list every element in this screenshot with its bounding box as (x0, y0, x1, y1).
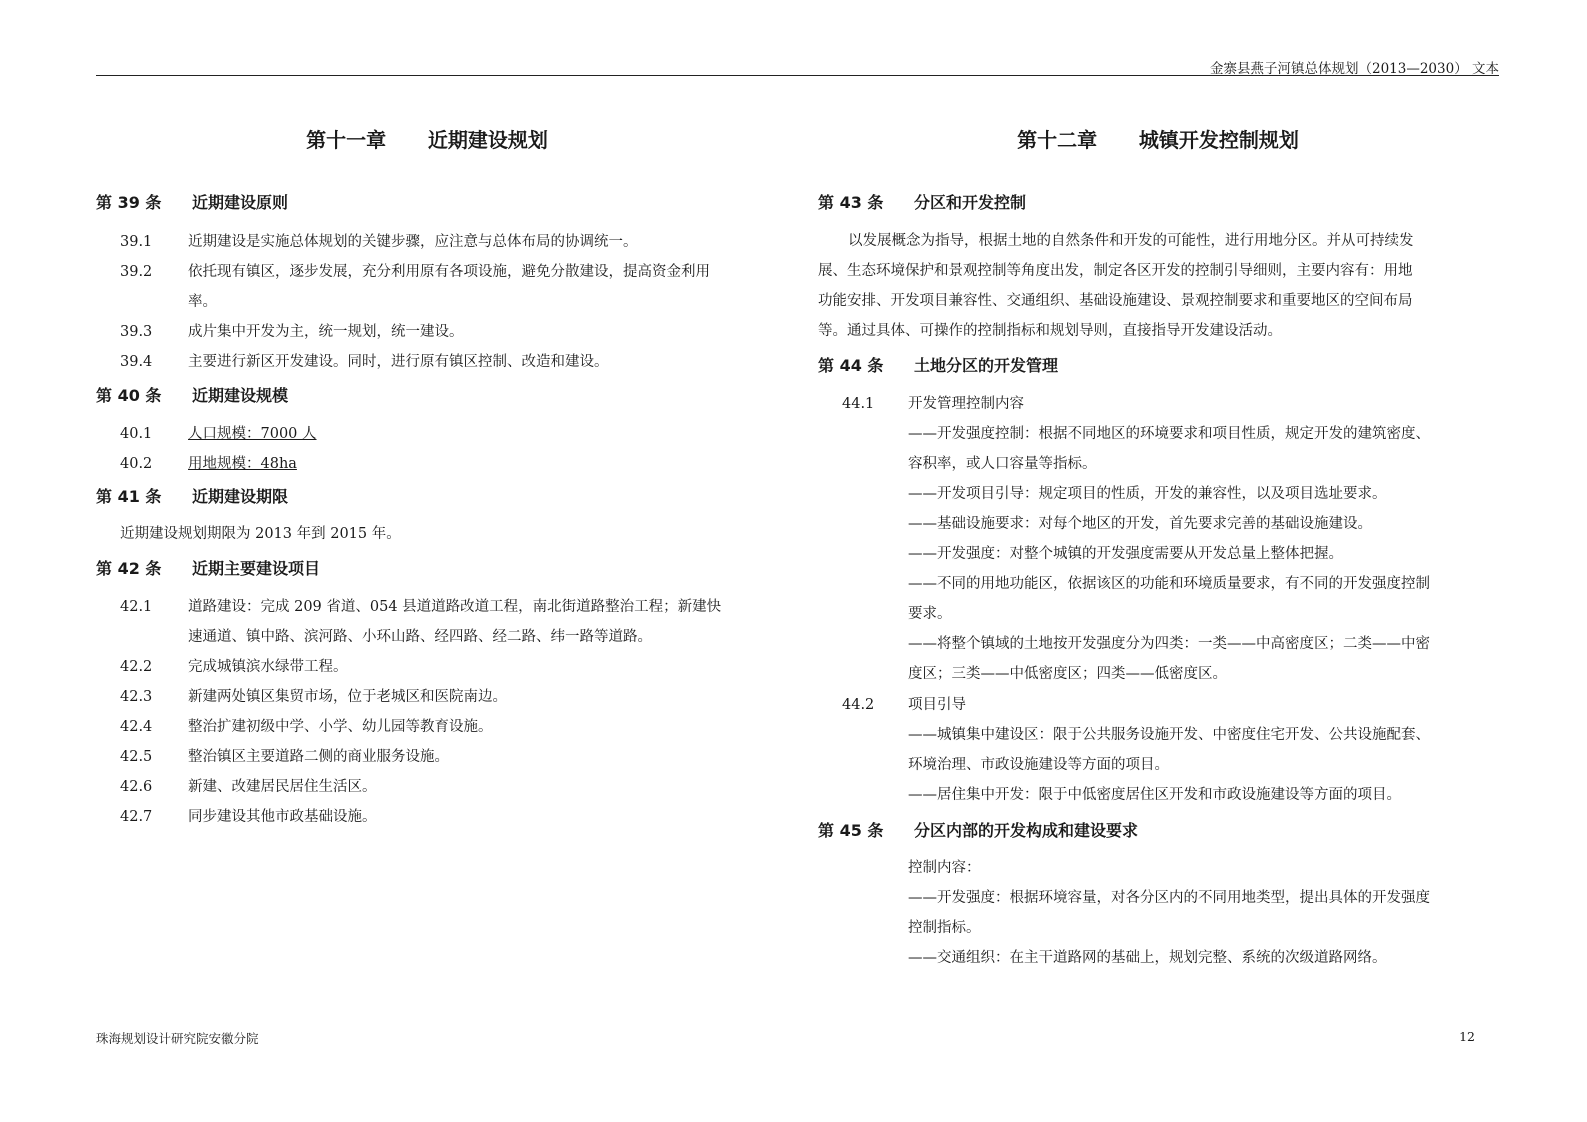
clause-text: 速通道、镇中路、滨河路、小环山路、经四路、经二路、纬一路等道路。 (188, 629, 652, 645)
clause-44-2 (842, 690, 1430, 810)
paragraph-line: ——交通组织：在主干道路网的基础上，规划完整、系统的次级道路网络。 (908, 950, 1387, 966)
clause-text: 主要进行新区开发建设。同时，进行原有镇区控制、改造和建设。 (188, 354, 609, 370)
article-title: 分区内部的开发构成和建设要求 (914, 821, 1139, 840)
clause-number: 42.4 (120, 719, 153, 735)
clause-number: 44.2 (842, 697, 875, 713)
clause-42-7 (120, 802, 377, 832)
clause-text: 完成城镇滨水绿带工程。 (188, 659, 348, 675)
article-45-text (908, 853, 1430, 973)
clause-number: 42.1 (120, 599, 153, 615)
clause-number: 39.3 (120, 324, 153, 340)
clause-number: 42.7 (120, 809, 153, 825)
article-title: 近期建设期限 (192, 487, 289, 506)
chapter-12-title: 第十二章 城镇开发控制规划 (1017, 128, 1299, 152)
article-number: 第 43 条 (818, 193, 884, 212)
footer-organization: 珠海规划设计研究院安徽分院 (96, 1031, 259, 1046)
clause-number: 40.2 (120, 456, 153, 472)
paragraph-line: 展、生态环境保护和景观控制等角度出发，制定各区开发的控制引导细则，主要内容有：用地 (818, 263, 1413, 279)
clause-number: 44.1 (842, 396, 875, 412)
clause-44-1 (842, 389, 1430, 689)
clause-42-6 (120, 772, 377, 802)
clause-text: 整治扩建初级中学、小学、幼儿园等教育设施。 (188, 719, 493, 735)
clause-text: 环境治理、市政设施建设等方面的项目。 (908, 757, 1169, 773)
clause-42-5 (120, 742, 449, 772)
paragraph-line: 功能安排、开发项目兼容性、交通组织、基础设施建设、景观控制要求和重要地区的空间布局 (818, 293, 1413, 309)
clause-text: ——居住集中开发：限于中低密度居住区开发和市政设施建设等方面的项目。 (908, 787, 1401, 803)
header-rule (96, 75, 1499, 76)
clause-text: ——基础设施要求：对每个地区的开发，首先要求完善的基础设施建设。 (908, 516, 1372, 532)
article-42-heading (96, 556, 320, 579)
clause-text: 项目引导 (908, 697, 966, 713)
clause-text: 道路建设：完成 209 省道、054 县道道路改道工程，南北街道路整治工程；新建快 (188, 599, 722, 615)
article-title: 近期主要建设项目 (192, 559, 321, 578)
chapter-11-title: 第十一章 近期建设规划 (306, 128, 548, 152)
document-header-title: 金寨县燕子河镇总体规划（2013—2030） 文本 (1209, 61, 1499, 77)
paragraph-line: 控制内容： (908, 860, 981, 876)
clause-text: ——开发强度：对整个城镇的开发强度需要从开发总量上整体把握。 (908, 546, 1343, 562)
paragraph-line: 近期建设规划期限为 2013 年到 2015 年。 (120, 526, 401, 542)
clause-text: 依托现有镇区，逐步发展，充分利用原有各项设施，避免分散建设，提高资金利用 (188, 264, 710, 280)
article-number: 第 40 条 (96, 386, 162, 405)
clause-text: 新建两处镇区集贸市场，位于老城区和医院南边。 (188, 689, 507, 705)
clause-number: 42.5 (120, 749, 153, 765)
clause-number: 39.4 (120, 354, 153, 370)
clause-number: 39.2 (120, 264, 153, 280)
clause-39-1 (120, 227, 638, 257)
clause-39-3 (120, 317, 464, 347)
clause-text: 容积率，或人口容量等指标。 (908, 456, 1097, 472)
clause-text: 要求。 (908, 606, 952, 622)
clause-text: ——开发强度控制：根据不同地区的环境要求和项目性质，规定开发的建筑密度、 (908, 426, 1430, 442)
article-title: 近期建设原则 (192, 193, 289, 212)
paragraph-line: ——开发强度：根据环境容量，对各分区内的不同用地类型，提出具体的开发强度 (908, 890, 1430, 906)
article-43-text (818, 226, 1414, 346)
paragraph-line: 以发展概念为指导，根据土地的自然条件和开发的可能性，进行用地分区。并从可持续发 (848, 233, 1414, 249)
article-title: 分区和开发控制 (914, 193, 1027, 212)
clause-text: 用地规模：48ha (188, 456, 297, 472)
clause-text: ——不同的用地功能区，依据该区的功能和环境质量要求，有不同的开发强度控制 (908, 576, 1430, 592)
clause-42-2 (120, 652, 348, 682)
clause-text: 成片集中开发为主，统一规划，统一建设。 (188, 324, 464, 340)
clause-text: 同步建设其他市政基础设施。 (188, 809, 377, 825)
article-title: 土地分区的开发管理 (914, 356, 1059, 375)
clause-number: 42.3 (120, 689, 153, 705)
clause-40-2 (120, 449, 297, 479)
clause-number: 42.6 (120, 779, 153, 795)
clause-number: 42.2 (120, 659, 153, 675)
article-number: 第 42 条 (96, 559, 162, 578)
article-41-text (120, 519, 401, 549)
footer-page-number: 12 (1459, 1029, 1475, 1044)
clause-39-4 (120, 347, 609, 377)
clause-text: 整治镇区主要道路二侧的商业服务设施。 (188, 749, 449, 765)
clause-42-4 (120, 712, 493, 742)
article-40-heading (96, 383, 288, 406)
article-number: 第 44 条 (818, 356, 884, 375)
clause-text: 度区；三类——中低密度区；四类——低密度区。 (908, 666, 1227, 682)
clause-number: 39.1 (120, 234, 153, 250)
article-43-heading (818, 190, 1026, 213)
clause-text: 人口规模：7000 人 (188, 426, 317, 442)
paragraph-line: 等。通过具体、可操作的控制指标和规划导则，直接指导开发建设活动。 (818, 323, 1282, 339)
clause-number: 40.1 (120, 426, 153, 442)
clause-text: 近期建设是实施总体规划的关键步骤，应注意与总体布局的协调统一。 (188, 234, 638, 250)
clause-text: ——开发项目引导：规定项目的性质，开发的兼容性，以及项目选址要求。 (908, 486, 1387, 502)
article-title: 近期建设规模 (192, 386, 289, 405)
article-45-heading (818, 818, 1138, 841)
paragraph-line: 控制指标。 (908, 920, 981, 936)
clause-text: 率。 (188, 294, 217, 310)
article-39-heading (96, 190, 288, 213)
clause-39-2 (120, 257, 710, 317)
clause-40-1 (120, 419, 317, 449)
article-number: 第 41 条 (96, 487, 162, 506)
clause-42-1 (120, 592, 721, 652)
article-44-heading (818, 353, 1058, 376)
article-41-heading (96, 484, 288, 507)
clause-text: 开发管理控制内容 (908, 396, 1024, 412)
clause-text: ——城镇集中建设区：限于公共服务设施开发、中密度住宅开发、公共设施配套、 (908, 727, 1430, 743)
clause-text: 新建、改建居民居住生活区。 (188, 779, 377, 795)
clause-text: ——将整个镇域的土地按开发强度分为四类：一类——中高密度区；二类——中密 (908, 636, 1430, 652)
clause-42-3 (120, 682, 507, 712)
article-number: 第 45 条 (818, 821, 884, 840)
article-number: 第 39 条 (96, 193, 162, 212)
